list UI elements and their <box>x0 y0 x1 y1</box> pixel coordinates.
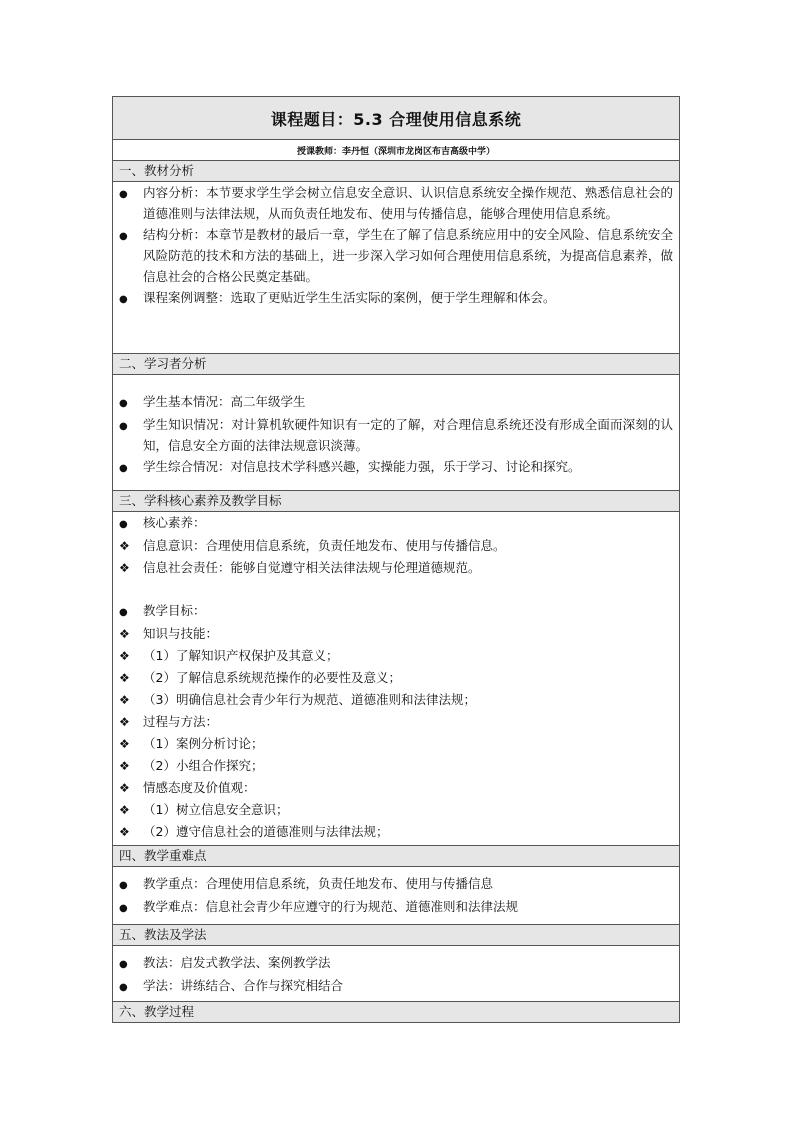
bullet-dot-icon <box>113 391 143 414</box>
list-item: ❖ （3）明确信息社会青少年行为规范、道德准则和法律法规； <box>113 689 679 711</box>
section-heading-textbook-analysis: 一、教材分析 <box>113 161 679 182</box>
bullet-dot-icon <box>113 512 143 535</box>
course-title: 课程题目：5.3 合理使用信息系统 <box>270 109 522 129</box>
list-item: ❖ （2）小组合作探究； <box>113 755 679 777</box>
list-item: ● 课程案例调整：选取了更贴近学生生活实际的案例，便于学生理解和体会。 <box>113 287 679 310</box>
bullet-diamond-icon <box>113 755 143 777</box>
list-item: ● 教学难点：信息社会青少年应遵守的行为规范、道德准则和法律法规 <box>113 896 679 919</box>
bullet-diamond-icon <box>113 623 143 645</box>
lesson-plan-table <box>112 96 680 1023</box>
section-body-learner-analysis <box>113 375 679 491</box>
title-row <box>113 97 679 140</box>
section-heading-teaching-process: 六、教学过程 <box>113 1002 679 1022</box>
spacer <box>113 579 679 600</box>
bullet-diamond-icon <box>113 821 143 843</box>
bullet-dot-icon <box>113 952 143 975</box>
bullet-diamond-icon <box>113 557 143 579</box>
list-item: ● 学生知识情况：对计算机软硬件知识有一定的了解，对合理信息系统还没有形成全面而深刻的认知，信息安全方面的法律法规意识淡薄。 <box>113 414 679 456</box>
bullet-dot-icon <box>113 224 143 287</box>
section-body-core-literacy-goals <box>113 512 679 846</box>
list-item: ❖ 信息意识：合理使用信息系统，负责任地发布、使用与传播信息。 <box>113 535 679 557</box>
bullet-diamond-icon <box>113 535 143 557</box>
list-item: ● 教学目标： <box>113 600 679 623</box>
list-item: ❖ （1）案例分析讨论； <box>113 733 679 755</box>
section-body-teaching-learning-methods <box>113 946 679 1002</box>
bullet-dot-icon <box>113 896 143 919</box>
bullet-dot-icon <box>113 975 143 998</box>
bullet-diamond-icon <box>113 645 143 667</box>
bullet-dot-icon <box>113 456 143 479</box>
teacher-row <box>113 140 679 161</box>
bullet-dot-icon <box>113 873 143 896</box>
section-heading-core-literacy-goals: 三、学科核心素养及教学目标 <box>113 491 679 512</box>
list-item: ❖ 过程与方法： <box>113 711 679 733</box>
list-item: ❖ （2）遵守信息社会的道德准则与法律法规； <box>113 821 679 843</box>
list-item: ● 核心素养： <box>113 512 679 535</box>
bullet-dot-icon <box>113 287 143 310</box>
section-heading-key-difficult-points: 四、教学重难点 <box>113 846 679 867</box>
list-item: ● 教法：启发式教学法、案例教学法 <box>113 952 679 975</box>
list-item: ❖ 信息社会责任：能够自觉遵守相关法律法规与伦理道德规范。 <box>113 557 679 579</box>
list-item: ● 内容分析：本节要求学生学会树立信息安全意识、认识信息系统安全操作规范、熟悉信息社会的道德准则与法律法规，从而负责任地发布、使用与传播信息，能够合理使用信息系统。 <box>113 182 679 224</box>
list-item: ● 学生基本情况：高二年级学生 <box>113 391 679 414</box>
list-item: ❖ （1）了解知识产权保护及其意义； <box>113 645 679 667</box>
list-item: ● 学法：讲练结合、合作与探究相结合 <box>113 975 679 998</box>
list-item: ❖ 知识与技能： <box>113 623 679 645</box>
bullet-diamond-icon <box>113 799 143 821</box>
bullet-diamond-icon <box>113 711 143 733</box>
teacher-info: 授课教师：李丹恒（深圳市龙岗区布吉高级中学） <box>296 146 495 157</box>
bullet-diamond-icon <box>113 777 143 799</box>
section-body-textbook-analysis <box>113 182 679 354</box>
bullet-dot-icon <box>113 414 143 456</box>
bullet-diamond-icon <box>113 733 143 755</box>
section-heading-learner-analysis: 二、学习者分析 <box>113 354 679 375</box>
bullet-dot-icon <box>113 182 143 224</box>
list-item: ● 结构分析：本章节是教材的最后一章，学生在了解了信息系统应用中的安全风险、信息系统安全风险防范的技术和方法的基础上，进一步深入学习如何合理使用信息系统，为提高信息素养，做信息社会的合格公民奠定基础。 <box>113 224 679 287</box>
list-item: ❖ 情感态度及价值观： <box>113 777 679 799</box>
list-item: ❖ （2）了解信息系统规范操作的必要性及意义； <box>113 667 679 689</box>
bullet-dot-icon <box>113 600 143 623</box>
section-heading-teaching-learning-methods: 五、教法及学法 <box>113 925 679 946</box>
bullet-diamond-icon <box>113 667 143 689</box>
list-item: ❖ （1）树立信息安全意识； <box>113 799 679 821</box>
list-item: ● 教学重点：合理使用信息系统，负责任地发布、使用与传播信息 <box>113 873 679 896</box>
list-item: ● 学生综合情况：对信息技术学科感兴趣，实操能力强，乐于学习、讨论和探究。 <box>113 456 679 479</box>
section-body-key-difficult-points <box>113 867 679 925</box>
bullet-diamond-icon <box>113 689 143 711</box>
